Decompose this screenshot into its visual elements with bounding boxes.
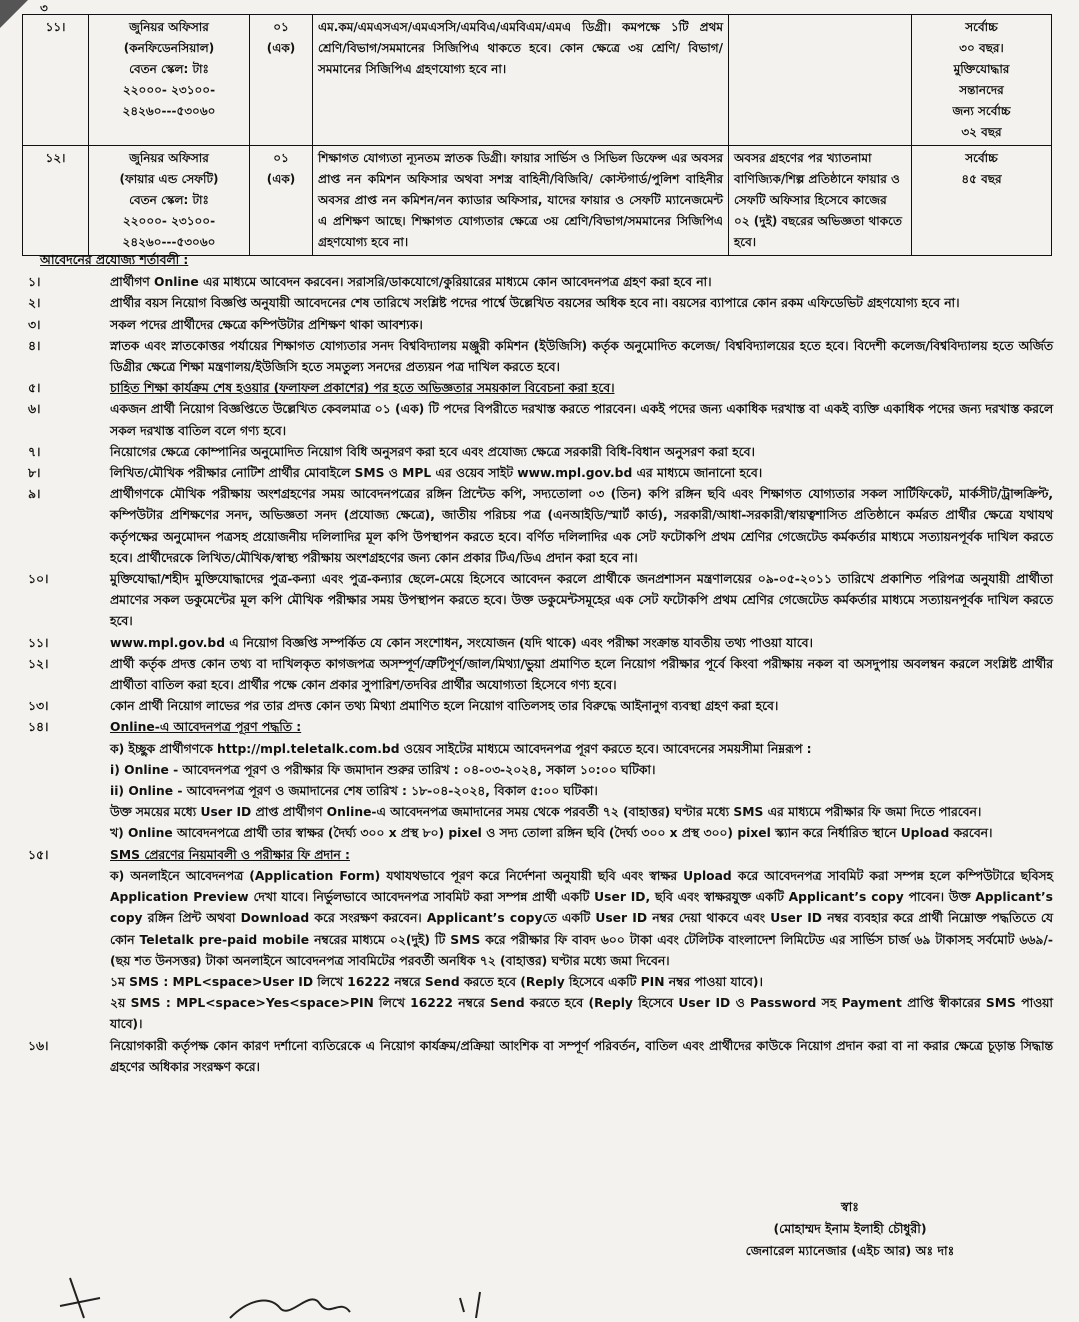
- online-title: Online-এ আবেদনপত্র পূরণ পদ্ধতি :: [110, 720, 302, 735]
- condition-online: ১৪। Online-এ আবেদনপত্র পূরণ পদ্ধতি : ক) ইচ্ছুক প্রার্থীগণকে http://mpl.teletalk.com.bd ওয়েব সাইটের মাধ্যমে আবেদনপত্র পূরণ করতে হবে। আবেদনের সময়সীমা নিম্নরূপ : i) Online - আবেদনপত্র পূরণ ও পরীক্ষার ফি জমাদান শুরুর তারিখ : ০৪-০৩-২০২৪, সকাল ১০:০০ ঘটিকা। ii) Online - আবেদনপত্র পূরণ ও জমাদানের শেষ তারিখ : ১৮-০৪-২০২৪, বিকাল ৫:০০ ঘটিকা। উক্ত সময়ের মধ্যে User ID প্রাপ্ত প্রার্থীগণ Online-এ আবেদনপত্র জমাদানের সময় থেকে পরবর্তী ৭২ (বাহাত্তর) ঘণ্টার মধ্যে SMS এর মাধ্যমে পরীক্ষার ফি জমা দিতে পারবেন। খ) Online আবেদনপত্রে প্রার্থী তার স্বাক্ষর (দৈর্ঘ্য ৩০০ x প্রস্থ ৮০) pixel ও সদ্য তোলা রঙ্গিন ছবি (দৈর্ঘ্য ৩০০ x প্রস্থ ৩০০) pixel স্ক্যান করে নির্ধারিত স্থানে Upload করবেন।: [28, 717, 1053, 844]
- handwritten-signature-mark: [40, 1268, 560, 1322]
- condition-item: ১৩। কোন প্রার্থী নিয়োগ লাভের পর তার প্রদত্ত কোন তথ্য মিথ্যা প্রমাণিত হলে নিয়োগ বাতিলসহ তার বিরুদ্ধে আইনানুগ ব্যবস্থা গ্রহণ করা হবে।: [28, 699, 779, 714]
- sms-line: ২য় SMS : MPL<space>Yes<space>PIN লিখে 16222 নম্বরে Send করতে হবে (Reply হিসেবে User ID ও Password সহ Payment প্রাপ্তি স্বীকারের SMS পাওয়া যাবে)।: [110, 996, 1053, 1032]
- posts-table: [22, 14, 1052, 256]
- post-serial: ১২।: [23, 146, 89, 256]
- condition-sms: ১৫। SMS প্রেরণের নিয়মাবলী ও পরীক্ষার ফি প্রদান : ক) অনলাইনে আবেদনপত্র (Application Form) যথাযথভাবে পূরণ করে নির্দেশনা অনুযায়ী ছবি এবং স্বাক্ষর Upload করে আবেদনপত্র সাবমিট করা সম্পন্ন হলে কম্পিউটারে ছবিসহ Application Preview দেখা যাবে। নির্ভুলভাবে আবেদনপত্র সাবমিট করা সম্পন্ন প্রার্থী একটি User ID, ছবি এবং স্বাক্ষরযুক্ত একটি Applicant’s copy পাবেন। উক্ত Applicant’s copy রঙ্গিন প্রিন্ট অথবা Download করে সংরক্ষণ করবেন। Applicant’s copyতে একটি User ID নম্বর দেয়া থাকবে এবং User ID নম্বর ব্যবহার করে প্রার্থী নিম্নোক্ত পদ্ধতিতে যে কোন Teletalk pre-paid mobile নম্বরের মাধ্যমে ০২(দুই) টি SMS করে পরীক্ষার ফি বাবদ ৬০০ টাকা এবং টেলিটক বাংলাদেশ লিমিটেড এর সার্ভিস চার্জ ৬৯ টাকাসহ সর্বমোট ৬৬৯/- (ছয় শত উনসত্তর) টাকা অনলাইনে আবেদনপত্র সাবমিটের পরবর্তী অনধিক ৭২ (বাহাত্তর) ঘণ্টার মধ্যে জমা দিবেন। ১ম SMS : MPL<space>User ID লিখে 16222 নম্বরে Send করতে হবে (Reply হিসেবে একটি PIN নম্বর পাওয়া যাবে)। ২য় SMS : MPL<space>Yes<space>PIN লিখে 16222 নম্বরে Send করতে হবে (Reply হিসেবে User ID ও Password সহ Payment প্রাপ্তি স্বীকারের SMS পাওয়া যাবে)।: [28, 845, 1053, 1036]
- post-count: ০১ (এক): [250, 146, 313, 256]
- sms-line: ক) অনলাইনে আবেদনপত্র (Application Form) যথাযথভাবে পূরণ করে নির্দেশনা অনুযায়ী ছবি এবং স্বাক্ষর Upload করে আবেদনপত্র সাবমিট করা সম্পন্ন হলে কম্পিউটারে ছবিসহ Application Preview দেখা যাবে। নির্ভুলভাবে আবেদনপত্র সাবমিট করা সম্পন্ন প্রার্থী একটি User ID, ছবি এবং স্বাক্ষরযুক্ত একটি Applicant’s copy পাবেন। উক্ত Applicant’s copy রঙ্গিন প্রিন্ট অথবা Download করে সংরক্ষণ করবেন। Applicant’s copyতে একটি User ID নম্বর দেয়া থাকবে এবং User ID নম্বর ব্যবহার করে প্রার্থী নিম্নোক্ত পদ্ধতিতে যে কোন Teletalk pre-paid mobile নম্বরের মাধ্যমে ০২(দুই) টি SMS করে পরীক্ষার ফি বাবদ ৬০০ টাকা এবং টেলিটক বাংলাদেশ লিমিটেড এর সার্ভিস চার্জ ৬৯ টাকাসহ সর্বমোট ৬৬৯/- (ছয় শত উনসত্তর) টাকা অনলাইনে আবেদনপত্র সাবমিটের পরবর্তী অনধিক ৭২ (বাহাত্তর) ঘণ্টার মধ্যে জমা দিবেন।: [110, 868, 1053, 968]
- page-number: ৩: [40, 1, 48, 15]
- condition-item: ১০। মুক্তিযোদ্ধা/শহীদ মুক্তিযোদ্ধাদের পুত্র-কন্যা এবং পুত্র-কন্যার ছেলে-মেয়ে হিসেবে আবেদন করলে প্রার্থীকে জনপ্রশাসন মন্ত্রণালয়ের ০৯-০৫-২০১১ তারিখে প্রকাশিত পরিপত্র অনুযায়ী প্রার্থীতা প্রমাণের সকল ডকুমেন্টের মূল কপি মৌখিক পরীক্ষার সময় উপস্থাপন করতে হবে। উক্ত ডকুমেন্টসমূহের এক সেট ফটোকপি প্রথম শ্রেণির গেজেটেড কর্মকর্তার মাধ্যমে সত্যায়নপূর্বক দাখিল করতে হবে।: [28, 572, 1053, 629]
- post-row: [23, 146, 1052, 256]
- condition-item: ৮। লিখিত/মৌখিক পরীক্ষার নোটিশ প্রার্থীর মোবাইলে SMS ও MPL এর ওয়েব সাইট www.mpl.gov.bd এর মাধ্যমে জানানো হবে।: [28, 466, 763, 481]
- condition-last: ১৬। নিয়োগকারী কর্তৃপক্ষ কোন কারণ দর্শানো ব্যতিরেকে এ নিয়োগ কার্যক্রম/প্রক্রিয়া আংশিক বা সম্পূর্ণ পরিবর্তন, বাতিল এবং প্রার্থীদের কাউকে নিয়োগ প্রদান করা বা না করার ক্ষেত্রে চূড়ান্ত সিদ্ধান্ত গ্রহণের অধিকার সংরক্ষণ করে।: [28, 1038, 1053, 1074]
- online-line: ii) Online - আবেদনপত্র পূরণ ও জমাদানের শেষ তারিখ : ১৮-০৪-২০২৪, বিকাল ৫:০০ ঘটিকা।: [110, 784, 598, 799]
- condition-item: ১। প্রার্থীগণ Online এর মাধ্যমে আবেদন করবেন। সরাসরি/ডাকযোগে/কুরিয়ারের মাধ্যমে কোন আবেদনপত্র গ্রহণ করা হবে না।: [28, 275, 712, 290]
- conditions-section: [28, 250, 1053, 1078]
- sms-title: SMS প্রেরণের নিয়মাবলী ও পরীক্ষার ফি প্রদান :: [110, 847, 350, 862]
- post-qualification: শিক্ষাগত যোগ্যতা ন্যূনতম স্নাতক ডিগ্রী। ফায়ার সার্ভিস ও সিভিল ডিফেন্স এর অবসর প্রাপ্ত নন কমিশন অফিসার অথবা সশস্ত্র বাহিনী/বিজিবি/ কোস্টগার্ড/পুলিশ বাহিনীর অবসর প্রাপ্ত নন কমিশন/নন ক্যাডার অফিসার, যাদের ফায়ার ও সেফটি ম্যানেজমেন্ট এ প্রশিক্ষণ আছে। শিক্ষাগত যোগ্যতার ক্ষেত্রে ৩য় শ্রেণি/বিভাগ/সমমানের সিজিপিএ গ্রহণযোগ্য হবে না।: [313, 146, 729, 256]
- online-line: ক) ইচ্ছুক প্রার্থীগণকে http://mpl.teletalk.com.bd ওয়েব সাইটের মাধ্যমে আবেদনপত্র পূরণ করতে হবে। আবেদনের সময়সীমা নিম্নরূপ :: [110, 741, 812, 756]
- condition-item: ১১। www.mpl.gov.bd এ নিয়োগ বিজ্ঞপ্তি সম্পর্কিত যে কোন সংশোধন, সংযোজন (যদি থাকে) এবং পরীক্ষা সংক্রান্ত যাবতীয় তথ্য পাওয়া যাবে।: [28, 635, 813, 650]
- condition-item: ১২। প্রার্থী কর্তৃক প্রদত্ত কোন তথ্য বা দাখিলকৃত কাগজপত্র অসম্পূর্ণ/ত্রুটিপূর্ণ/জাল/মিথ্যা/ভুয়া প্রমাণিত হলে নিয়োগ পরীক্ষার পূর্বে কিংবা পরীক্ষায় নকল বা অসদুপায় অবলম্বন করলে সংশ্লিষ্ট প্রার্থীর প্রার্থীতা বাতিল করা হবে। প্রার্থীর পক্ষে কোন প্রকার সুপারিশ/তদবির প্রার্থীর অযোগ্যতা হিসেবে গণ্য হবে।: [28, 656, 1053, 693]
- post-count: ০১ (এক): [250, 15, 313, 146]
- post-qualification: এম.কম/এমএসএস/এমএসসি/এমবিএ/এমবিএম/এমএ ডিগ্রী। কমপক্ষে ১টি প্রথম শ্রেণি/বিভাগ/সমমানের সিজিপিএ থাকতে হবে। কোন ক্ষেত্রে ৩য় শ্রেণি/ বিভাগ/সমমানের সিজিপিএ গ্রহণযোগ্য হবে না।: [313, 15, 729, 146]
- signatory-title: জেনারেল ম্যানেজার (এইচ আর) অঃ দাঃ: [745, 1243, 955, 1258]
- post-age-limit: সর্বোচ্চ ৩০ বছর। মুক্তিযোদ্ধার সন্তানদের জন্য সর্বোচ্চ ৩২ বছর: [912, 15, 1052, 146]
- signatory-name: (মোহাম্মদ ইনাম ইলাহী চৌধুরী): [773, 1221, 927, 1236]
- condition-item: ৪। স্নাতক এবং স্নাতকোত্তর পর্যায়ের শিক্ষাগত যোগ্যতার সনদ বিশ্ববিদ্যালয় মঞ্জুরী কমিশন (ইউজিসি) কর্তৃক অনুমোদিত কলেজ/ বিশ্ববিদ্যালয়ের হতে হবে। বিদেশী কলেজ/বিশ্ববিদ্যালয় হতে অর্জিত ডিগ্রীর ক্ষেত্রে শিক্ষা মন্ত্রণালয়/ইউজিসি হতে সমতুল্য সনদের প্রত্যয়ন পত্র দাখিল করতে হবে।: [28, 338, 1053, 375]
- post-experience: [729, 15, 912, 146]
- post-age-limit: সর্বোচ্চ ৪৫ বছর: [912, 146, 1052, 256]
- condition-item: ৫। চাহিত শিক্ষা কার্যক্রম শেষ হওয়ার (ফলাফল প্রকাশের) পর হতে অভিজ্ঞতার সময়কাল বিবেচনা করা হবে।: [28, 381, 615, 396]
- post-name: জুনিয়র অফিসার (কনফিডেনসিয়াল) বেতন স্কেল: টাঃ ২২০০০- ২৩১০০- ২৪২৬০---৫৩০৬০: [89, 15, 250, 146]
- post-row: [23, 15, 1052, 146]
- post-name: জুনিয়র অফিসার (ফায়ার এন্ড সেফটি) বেতন স্কেল: টাঃ ২২০০০- ২৩১০০- ২৪২৬০---৫৩০৬০: [89, 146, 250, 256]
- condition-item: ২। প্রার্থীর বয়স নিয়োগ বিজ্ঞপ্তি অনুযায়ী আবেদনের শেষ তারিখে সংশ্লিষ্ট পদের পার্শ্বে উল্লেখিত বয়সের অধিক হবে না। বয়সের ব্যাপারে কোন রকম এফিডেভিট গ্রহণযোগ্য হবে না।: [28, 296, 960, 311]
- signature-label: স্বাঃ: [841, 1199, 859, 1214]
- condition-item: ৬। একজন প্রার্থী নিয়োগ বিজ্ঞপ্তিতে উল্লেখিত কেবলমাত্র ০১ (এক) টি পদের বিপরীতে দরখাস্ত করতে পারবেন। একই পদের জন্য একাধিক দরখাস্ত বা একই ব্যক্তি একাধিক পদের জন্য দরখাস্ত করলে সকল দরখাস্ত বাতিল বলে গণ্য হবে।: [28, 402, 1053, 438]
- condition-item: ৩। সকল পদের প্রার্থীদের ক্ষেত্রে কম্পিউটার প্রশিক্ষণ থাকা আবশ্যক।: [28, 317, 423, 332]
- sms-line: ১ম SMS : MPL<space>User ID লিখে 16222 নম্বরে Send করতে হবে (Reply হিসেবে একটি PIN নম্বর পাওয়া যাবে)।: [110, 974, 763, 989]
- online-line: খ) Online আবেদনপত্রে প্রার্থী তার স্বাক্ষর (দৈর্ঘ্য ৩০০ x প্রস্থ ৮০) pixel ও সদ্য তোলা রঙ্গিন ছবি (দৈর্ঘ্য ৩০০ x প্রস্থ ৩০০) pixel স্ক্যান করে নির্ধারিত স্থানে Upload করবেন।: [110, 826, 993, 841]
- online-line: i) Online - আবেদনপত্র পূরণ ও পরীক্ষার ফি জমাদান শুরুর তারিখ : ০৪-০৩-২০২৪, সকাল ১০:০০ ঘটিকা।: [110, 762, 656, 777]
- condition-item: ৭। নিয়োগের ক্ষেত্রে কোম্পানির অনুমোদিত নিয়োগ বিধি অনুসরণ করা হবে এবং প্রযোজ্য ক্ষেত্রে সরকারী বিধি-বিধান অনুসরণ করা হবে।: [28, 444, 755, 459]
- online-line: উক্ত সময়ের মধ্যে User ID প্রাপ্ত প্রার্থীগণ Online-এ আবেদনপত্র জমাদানের সময় থেকে পরবর্তী ৭২ (বাহাত্তর) ঘণ্টার মধ্যে SMS এর মাধ্যমে পরীক্ষার ফি জমা দিতে পারবেন।: [110, 805, 982, 820]
- signature-block: [720, 1196, 980, 1262]
- post-serial: ১১।: [23, 15, 89, 146]
- conditions-title: আবেদনের প্রযোজ্য শর্তাবলী :: [40, 253, 189, 267]
- post-experience: অবসর গ্রহণের পর খ্যাতনামা বাণিজ্যিক/শিল্প প্রতিষ্ঠানে ফায়ার ও সেফটি অফিসার হিসেবে কাজের ০২ (দুই) বছরের অভিজ্ঞতা থাকতে হবে।: [729, 146, 912, 256]
- condition-item: ৯। প্রার্থীগণকে মৌখিক পরীক্ষায় অংশগ্রহণের সময় আবেদনপত্রের রঙ্গিন প্রিন্টেড কপি, সদ্যতোলা ০৩ (তিন) কপি রঙ্গিন ছবি এবং শিক্ষাগত যোগ্যতার সকল সার্টিফিকেট, মার্কসীট/ট্রান্সক্রিপ্ট, কম্পিউটার প্রশিক্ষণের সনদ, অভিজ্ঞতা সনদ (প্রযোজ্য ক্ষেত্রে), জাতীয় পরিচয় পত্র (এনআইডি/স্মার্ট কার্ড), সরকারী/আধা-সরকারী/স্বায়ত্বশাসিত প্রতিষ্ঠানে কর্মরত প্রার্থীর ক্ষেত্রে যথাযথ কর্তৃপক্ষের অনুমোদন পত্রসহ প্রয়োজনীয় দলিলাদির মূল কপি উপস্থাপন করতে হবে। বর্ণিত দলিলাদির এক সেট ফটোকপি প্রথম শ্রেণির গেজেটেড কর্মকর্তার মাধ্যমে সত্যায়নপূর্বক দাখিল করতে হবে। প্রার্থীদেরকে লিখিত/মৌখিক/স্বাস্থ্য পরীক্ষায় অংশগ্রহণের জন্য কোন প্রকার টিএ/ডিএ প্রদান করা হবে না।: [28, 487, 1053, 565]
